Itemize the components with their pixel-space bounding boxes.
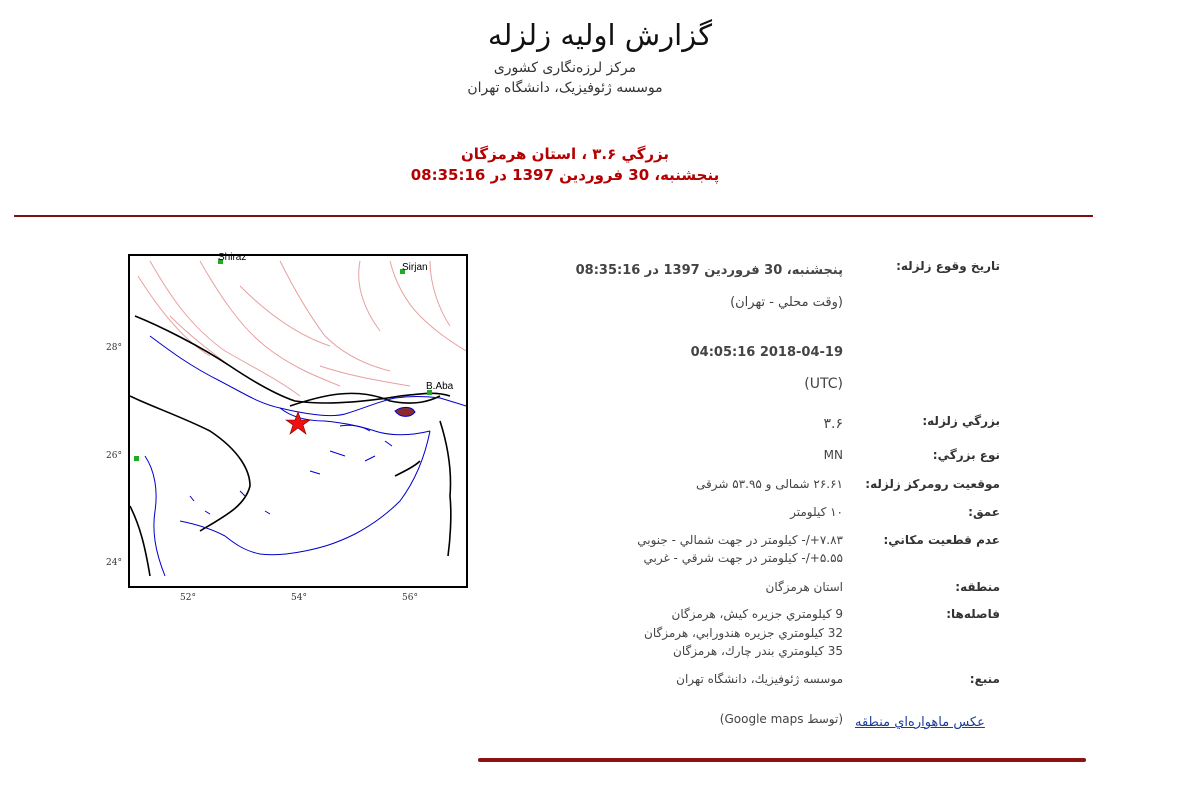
subtitle-institute: موسسه ژئوفیزیک، دانشگاه تهران xyxy=(467,80,663,96)
bottom-divider xyxy=(478,758,1086,762)
city-label-babas: B.Aba xyxy=(426,381,454,392)
lat-tick: 28° xyxy=(106,343,122,353)
subtitle-center: مرکز لرزه‌نگاری کشوری xyxy=(493,60,637,76)
utc-note: (UTC) xyxy=(804,376,843,392)
distances-label: فاصله‌ها: xyxy=(946,607,1000,621)
region-label: منطقه: xyxy=(955,580,1000,594)
mag-type-label: نوع بزرگي: xyxy=(932,448,1000,462)
distance-item: 9 کيلومتري جزيره کيش، هرمزگان xyxy=(671,607,843,621)
utc-value: 2018-04-19 04:05:16 xyxy=(690,345,843,360)
lat-tick: 24° xyxy=(106,558,122,568)
uncertainty-ns: ۷.۸۳+/- کيلومتر در جهت شمالي - جنوبي xyxy=(637,533,843,547)
city-label-shiraz: Shiraz xyxy=(218,252,247,263)
date-value: پنجشنبه، 30 فروردين 1397 در 08:35:16 xyxy=(575,263,843,278)
lon-tick: 56° xyxy=(402,593,418,603)
headline-magnitude: بزرگي ۳.۶ ، استان هرمزگان xyxy=(460,145,670,163)
distance-item: 35 کيلومتري بندر چارك، هرمزگان xyxy=(673,644,843,658)
uncertainty-label: عدم قطعيت مکاني: xyxy=(883,533,1000,547)
lon-tick: 52° xyxy=(180,593,196,603)
local-time-note: (وقت محلي - تهران) xyxy=(730,295,843,310)
location-label: موقعيت رومرکز زلزله: xyxy=(865,477,1000,491)
depth-label: عمق: xyxy=(968,505,1000,519)
headline-datetime: پنجشنبه، 30 فروردين 1397 در 08:35:16 xyxy=(410,166,720,184)
uncertainty-ew: ۵.۵۵+/- کيلومتر در جهت شرقي - غربي xyxy=(643,551,843,565)
mag-type-value: MN xyxy=(823,448,843,462)
source-value: موسسه ژئوفيزيك، دانشگاه تهران xyxy=(676,672,843,686)
source-label: منبع: xyxy=(969,672,1000,686)
distance-item: 32 کيلومتري جزيره هندورابي، هرمزگان xyxy=(644,626,843,640)
region-value: استان هرمزگان xyxy=(765,580,843,594)
lon-tick: 54° xyxy=(291,593,307,603)
date-label: تاريخ وقوع زلزله: xyxy=(896,259,1000,273)
satellite-note: (توسط Google maps) xyxy=(719,712,843,726)
lat-tick: 26° xyxy=(106,451,122,461)
depth-value: ۱۰ کيلومتر xyxy=(790,505,843,519)
page-title: گزارش اولیه زلزله xyxy=(487,18,713,52)
magnitude-label: بزرگي زلزله: xyxy=(922,414,1000,428)
city-label-sirjan: Sirjan xyxy=(402,262,428,273)
location-value: ۲۶.۶۱ شمالی و ۵۳.۹۵ شرقی xyxy=(696,477,843,491)
satellite-image-link[interactable]: عکس ماهواره‌اي منطقه xyxy=(855,715,985,730)
magnitude-value: ۳.۶ xyxy=(823,416,843,432)
